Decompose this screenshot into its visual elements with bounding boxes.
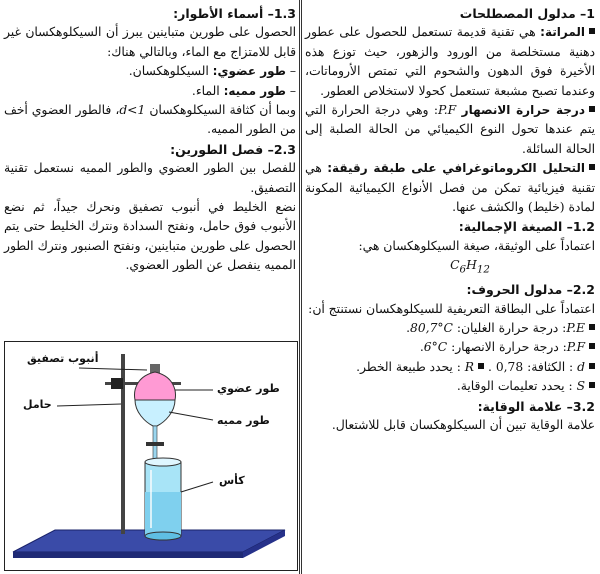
- section-3-2-title: 3.2– علامة الوقاية:: [477, 398, 595, 414]
- bullet-icon: [589, 363, 595, 369]
- r-text: : يحدد طبيعة الخطر.: [356, 359, 461, 374]
- organic-phase-line: – طور عضوي: السيكلوهكسان.: [128, 64, 296, 79]
- bullet-icon: [478, 363, 484, 369]
- formula-h: H: [466, 258, 477, 273]
- section-2-2-title: 2.2– مدلول الحروف:: [466, 282, 595, 298]
- tlc-paragraph: [305, 159, 595, 217]
- density-paragraph: [4, 101, 296, 140]
- organic-term: طور عضوي:: [212, 64, 286, 79]
- formula-intro: اعتماداً على الوثيقة، صيغة السيكلوهكسان هي:: [358, 238, 595, 253]
- tlc-text: هي تقنية فيزيائية تمكن من فصل الأنواع الكيميائية المكونة لمادة (خليط) والكشف عنها.: [305, 161, 595, 215]
- section-2-3-title: 2.3– فصل الطورين:: [170, 141, 296, 157]
- separation-text: للفصل بين الطور العضوي والطور المميه نستعمل تقنية التصفيق.: [4, 161, 296, 195]
- section-1-title: 1– مدلول المصطلحات: [459, 6, 595, 21]
- label-beaker: كأس: [219, 474, 245, 487]
- density-text-b: ، فالطور العضوي أخف من الطور المميه.: [4, 103, 296, 137]
- r-symbol: R: [464, 359, 475, 374]
- formula-c-count: 6: [459, 263, 467, 276]
- melting-text: : وهي درجة الحرارة التي يتم عندها تحول النوع الكيميائي من الحالة الصلبة إلى الحالة السائلة.: [305, 103, 595, 156]
- section-1-2-title: 1.2– الصيغة الإجمالية:: [458, 219, 595, 235]
- pf-value: 6°C: [423, 340, 448, 355]
- bullet-icon: [589, 382, 595, 388]
- pe-line: P.E: درجة حرارة الغليان: 80,7°C.: [305, 319, 595, 338]
- bullet-icon: [589, 164, 595, 170]
- formula-c: C: [450, 258, 460, 273]
- pe-text: : درجة حرارة الغليان:: [452, 320, 567, 335]
- melting-symbol: P.F: [437, 103, 457, 118]
- label-aqueous: طور مميه: [217, 414, 270, 427]
- melting-term: درجة حرارة الانصهار: [461, 103, 585, 118]
- bullet-icon: [589, 324, 595, 330]
- bullet-icon: [589, 106, 595, 112]
- pe-value: 80,7°C: [410, 320, 453, 335]
- aqueous-text: الماء.: [191, 83, 220, 98]
- aqueous-phase-line: – طور مميه: الماء.: [191, 83, 296, 98]
- label-stand: حامل: [23, 398, 52, 411]
- aqueous-term: طور مميه:: [223, 83, 286, 98]
- bullet-icon: [589, 343, 595, 349]
- section-1-3-title: 1.3– أسماء الأطوار:: [173, 6, 296, 21]
- pe-symbol: P.E: [566, 320, 585, 335]
- right-column: [305, 4, 595, 435]
- density-condition: d<1: [119, 103, 146, 118]
- apparatus-drawing: [5, 342, 297, 570]
- s-symbol: S: [576, 379, 585, 394]
- letters-intro: اعتماداً على البطاقة التعريفية للسيكلوهكسان نستنتج أن:: [308, 301, 595, 316]
- pf-symbol: P.F: [566, 340, 585, 355]
- d-symbol: d: [577, 359, 585, 374]
- separatory-funnel-figure: [4, 341, 298, 571]
- pf-text: : درجة حرارة الانصهار:: [447, 340, 567, 355]
- left-column: [4, 4, 296, 276]
- s-line: [305, 377, 595, 396]
- label-funnel: أنبوب تصفيق: [27, 352, 99, 365]
- mirata-term: المراتة:: [540, 25, 585, 40]
- formula-h-count: 12: [476, 263, 490, 276]
- label-organic: طور عضوي: [217, 382, 280, 395]
- s-text: : يحدد تعليمات الوقاية.: [456, 379, 573, 394]
- d-text: : الكثافة: 0,78 .: [487, 359, 574, 374]
- mirata-paragraph: [305, 23, 595, 101]
- procedure-text: نضع الخليط في أنبوب تصفيق ونحرك جيداً، ثم نضع الأنبوب فوق حامل، ونفتح السدادة ونترك الخليط حتى يتم الحصول على طورين متباينين، ونفتح الصنبور ونترك الطور المميه ينفصل عن الطور العضوي.: [4, 200, 296, 273]
- d-r-line: [305, 358, 595, 377]
- density-text-a: وبما أن كثافة السيكلوهكسان: [149, 103, 296, 118]
- organic-text: السيكلوهكسان.: [128, 64, 209, 79]
- mirata-text: هي تقنية قديمة تستعمل للحصول على عطور دهنية مستخلصة من الورود والزهور، حيث توزع هذه الأخيرة فوق الدهون والشحوم التي تمتص الأروماتات، وعندما تصبح مشبعة تستعمل كحولا لاستخلاص العطور.: [305, 25, 595, 98]
- bullet-icon: [589, 28, 595, 34]
- formula: [305, 256, 595, 280]
- tlc-term: التحليل الكروماتوغرافي على طبقة رقيقة:: [327, 161, 585, 176]
- phases-intro: الحصول على طورين متباينين يبرز أن السيكلوهكسان غير قابل للامتزاج مع الماء، وبالتالي هناك:: [4, 25, 296, 59]
- safety-text: علامة الوقاية تبين أن السيكلوهكسان قابل للاشتعال.: [331, 417, 595, 432]
- column-divider: [299, 0, 302, 574]
- melting-paragraph: [305, 101, 595, 159]
- pf-line: P.F: درجة حرارة الانصهار: 6°C.: [305, 338, 595, 357]
